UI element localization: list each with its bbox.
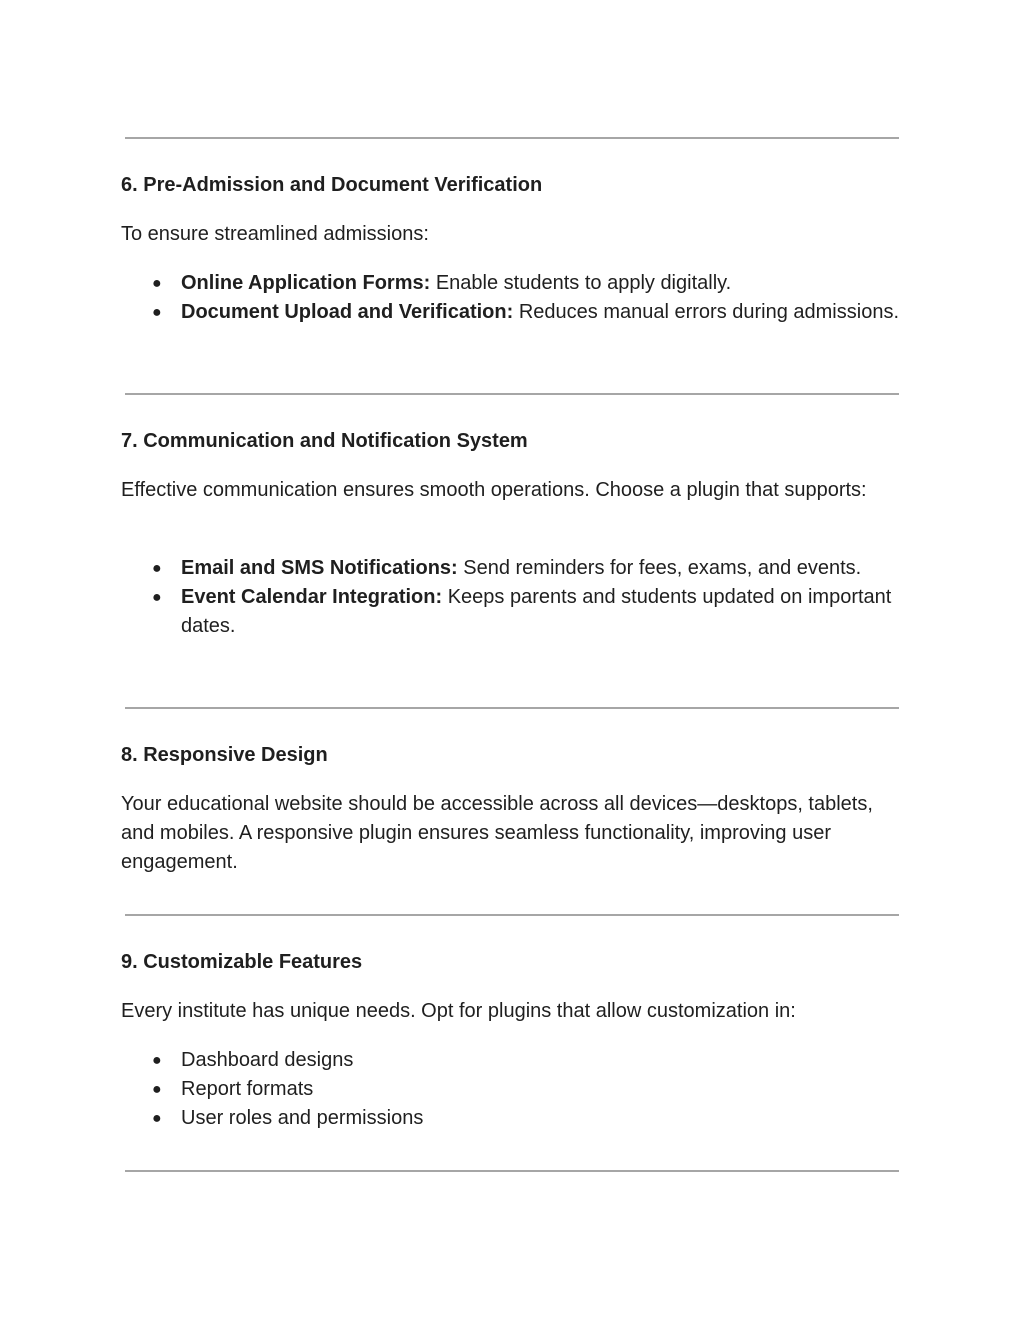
list-item: [121, 554, 901, 583]
horizontal-divider: [125, 393, 899, 395]
bullet-list: [121, 269, 901, 327]
list-item-text: Send reminders for fees, exams, and events.: [457, 557, 862, 579]
list-item: [121, 269, 901, 298]
horizontal-divider: [125, 914, 899, 916]
bullet-icon: ●: [152, 1110, 162, 1127]
section-intro: Effective communication ensures smooth operations. Choose a plugin that supports:: [121, 479, 867, 501]
section-heading-responsive-design: 8. Responsive Design: [121, 744, 328, 766]
list-item-text: Reduces manual errors during admissions.: [513, 301, 899, 323]
section-intro: To ensure streamlined admissions:: [121, 223, 429, 245]
list-item-term: Event Calendar Integration:: [181, 586, 443, 608]
horizontal-divider: [125, 137, 899, 139]
list-item-term: Email and SMS Notifications:: [181, 557, 458, 579]
list-item-term: Online Application Forms:: [181, 272, 431, 294]
list-item-text: Report formats: [181, 1078, 314, 1100]
list-item-text: Keeps parents and students updated on important dates.: [181, 586, 892, 637]
bullet-icon: ●: [152, 560, 162, 577]
list-item: [121, 583, 901, 641]
bullet-list: [121, 1046, 901, 1133]
horizontal-divider: [125, 707, 899, 709]
list-item: [121, 298, 901, 327]
bullet-icon: ●: [152, 304, 162, 321]
list-item-text: User roles and permissions: [181, 1107, 424, 1129]
section-intro: Your educational website should be accessible across all devices—desktops, tablets, and mobiles. A responsive plugin ensures seamless functionality, improving user engagement.: [121, 793, 873, 873]
horizontal-divider: [125, 1170, 899, 1172]
bullet-icon: ●: [152, 1081, 162, 1098]
section-heading-customizable-features: 9. Customizable Features: [121, 951, 363, 973]
section-heading-communication: 7. Communication and Notification System: [121, 430, 528, 452]
section-intro: Every institute has unique needs. Opt for plugins that allow customization in:: [121, 1000, 796, 1022]
list-item: [121, 1046, 901, 1075]
bullet-icon: ●: [152, 1052, 162, 1069]
list-item-text: Dashboard designs: [181, 1049, 354, 1071]
bullet-list: [121, 554, 901, 641]
bullet-icon: ●: [152, 589, 162, 606]
list-item-term: Document Upload and Verification:: [181, 301, 514, 323]
list-item-text: Enable students to apply digitally.: [430, 272, 732, 294]
section-heading-pre-admission: 6. Pre-Admission and Document Verification: [121, 174, 543, 196]
bullet-icon: ●: [152, 275, 162, 292]
list-item: [121, 1104, 901, 1133]
list-item: [121, 1075, 901, 1104]
